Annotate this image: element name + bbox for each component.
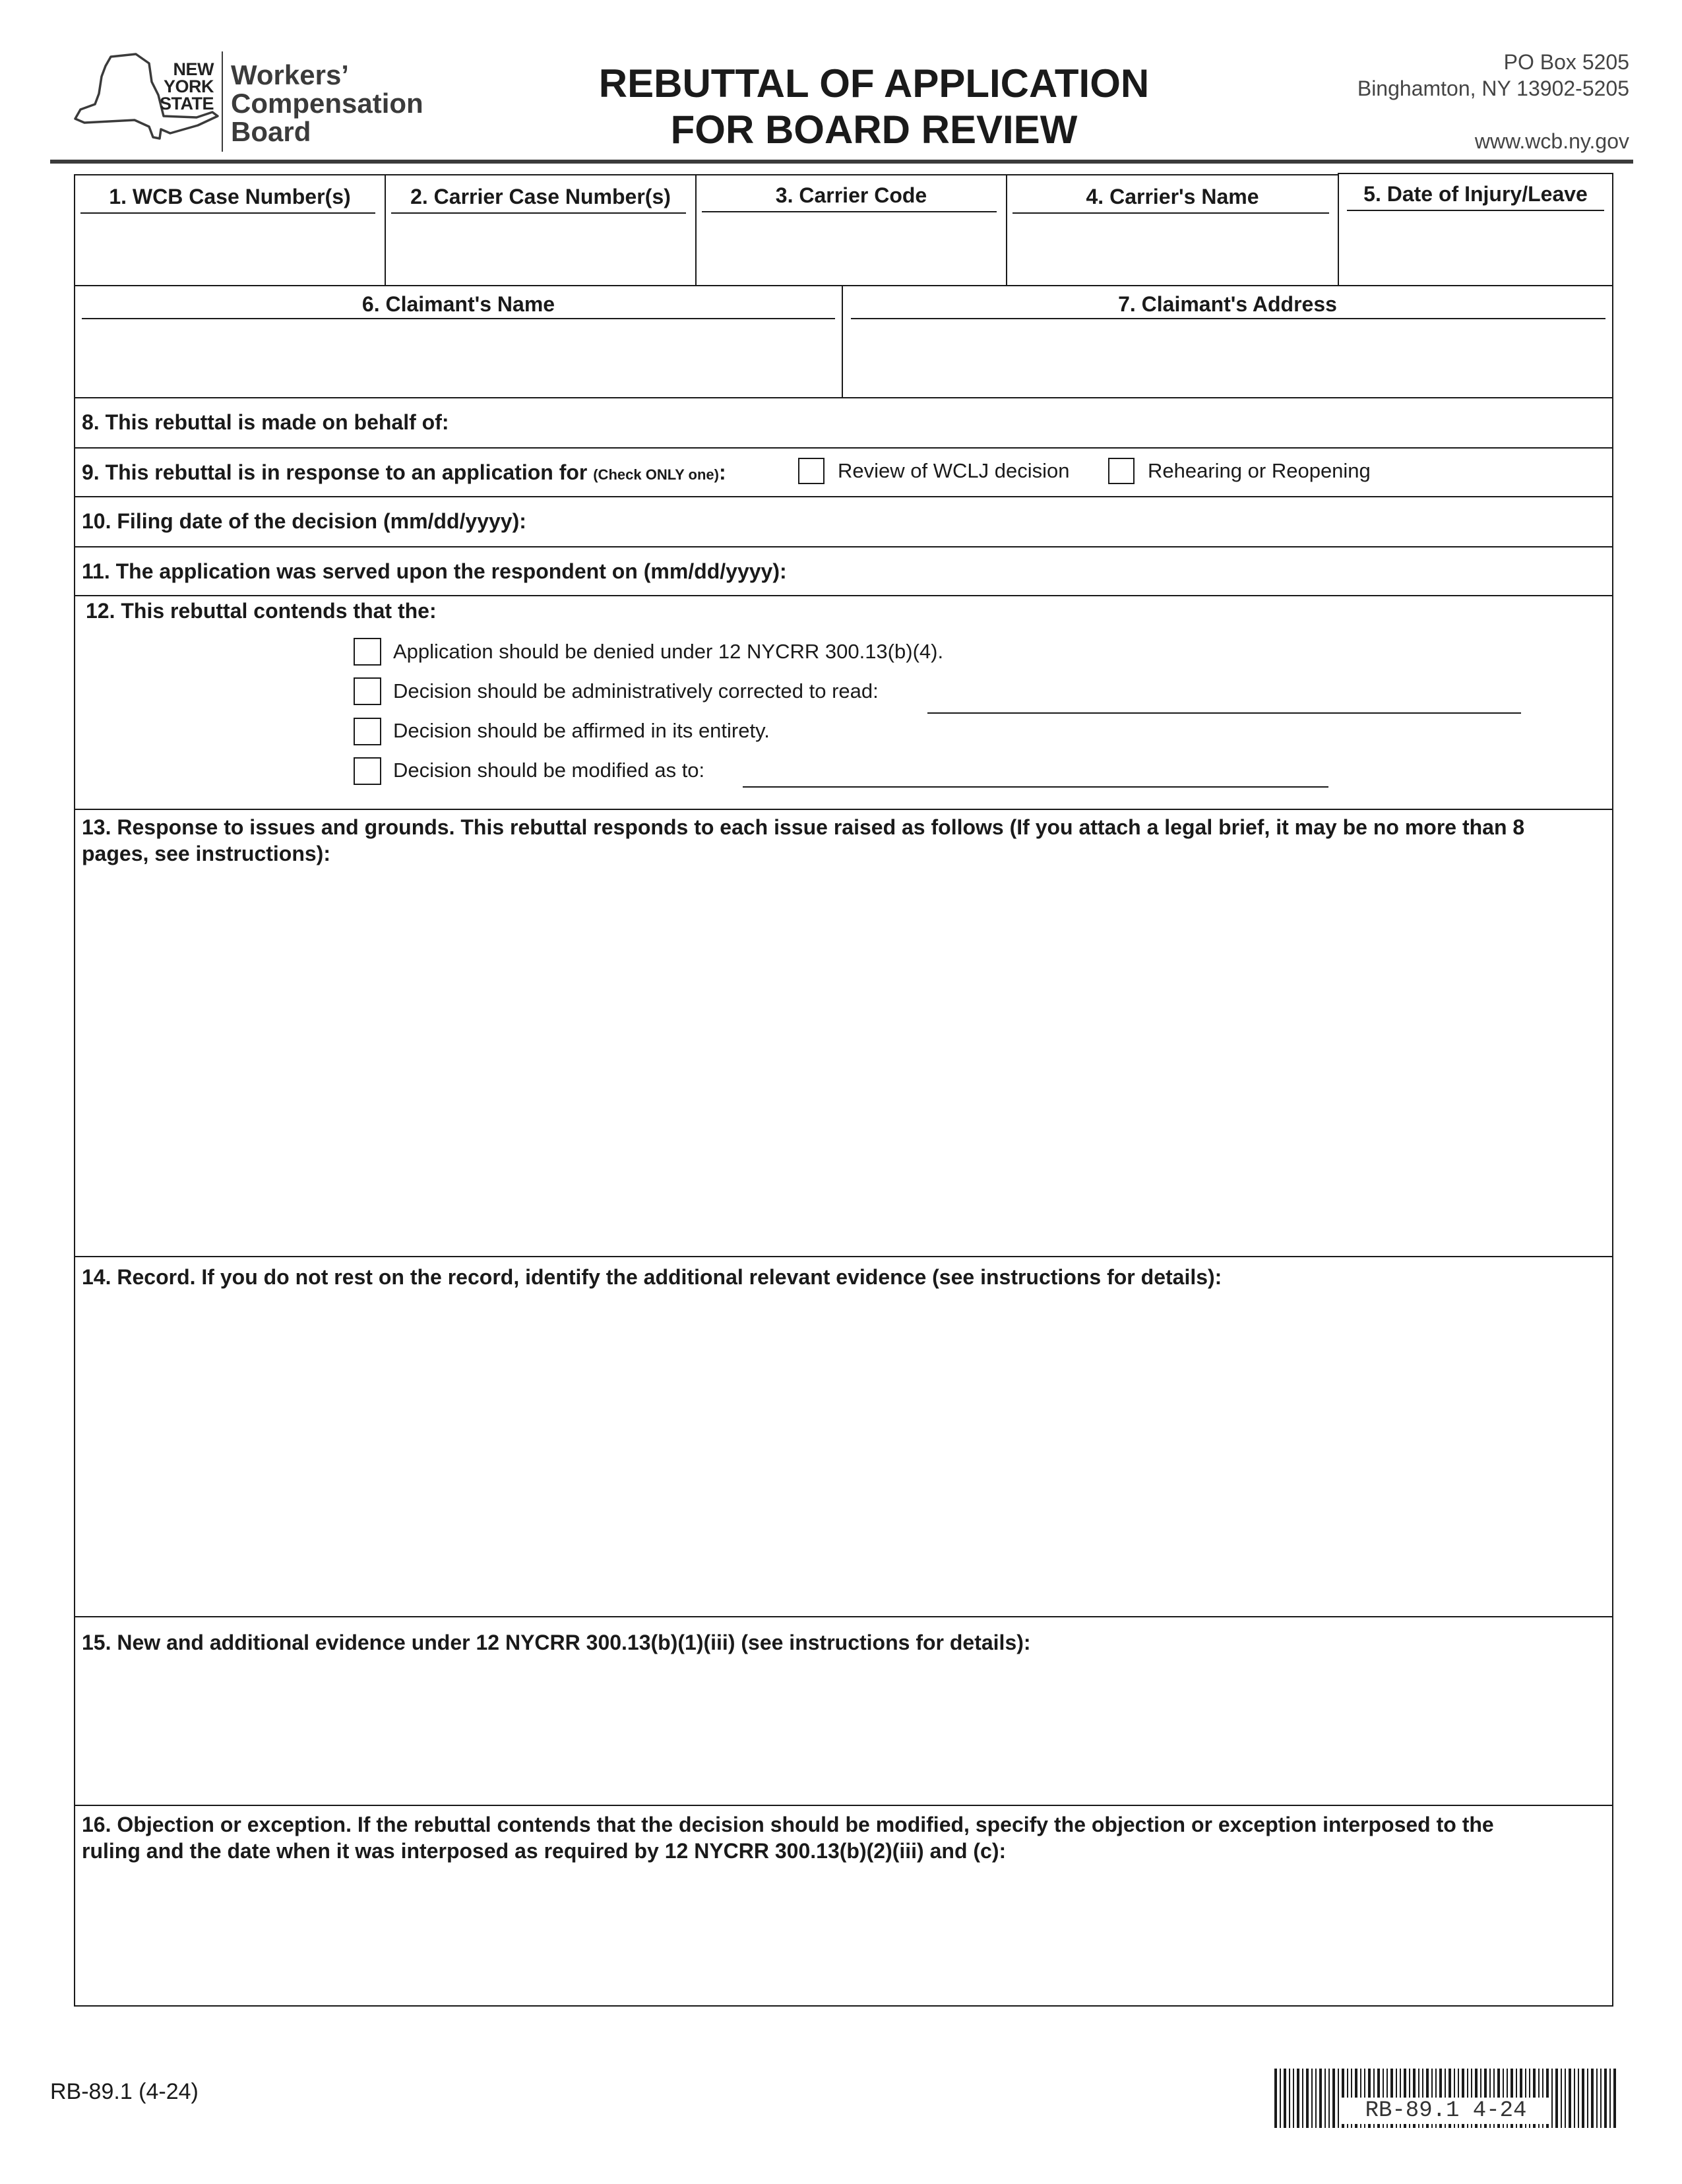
q8-label: 8. This rebuttal is made on behalf of: [82,410,449,434]
carrier-code-input[interactable] [699,216,1003,282]
claimant-address-input[interactable] [846,322,1609,394]
form-title-line1: REBUTTAL OF APPLICATION [598,61,1150,106]
date-of-injury-input[interactable] [1342,215,1609,282]
q16-label-line1: 16. Objection or exception. If the rebuttal contends that the decision should be modified, specify the objection or exception interposed to the [82,1813,1494,1836]
carrier-case-underline [391,212,686,214]
rehearing-reopening-checkbox[interactable] [1108,458,1135,484]
claimant-address-label: 7. Claimant's Address [1118,292,1337,316]
carrier-case-number-input[interactable] [389,216,692,282]
claimant-name-input[interactable] [78,322,839,394]
website-link[interactable]: www.wcb.ny.gov [1474,129,1629,153]
q11-label: 11. The application was served upon the respondent on (mm/dd/yyyy): [82,559,787,583]
form-id: RB-89.1 (4-24) [50,2079,199,2104]
behalf-of-input[interactable] [501,401,1609,445]
claimant-name-label: 6. Claimant's Name [361,292,555,316]
ny-logo-state: STATE [160,94,214,113]
q15-label: 15. New and additional evidence under 12 NYCRR 300.13(b)(1)(iii) (see instructions for details): [82,1631,1031,1654]
wcb-case-number-input[interactable] [78,216,381,282]
modified-as-to-line[interactable] [743,786,1328,788]
header-rule [50,160,1633,164]
address-line2: Binghamton, NY 13902-5205 [1357,77,1629,100]
date-of-injury-label: 5. Date of Injury/Leave [1363,182,1588,206]
logo-workers: Workers’ [231,59,349,90]
claimant-name-underline [82,318,835,319]
q9-label-main: 9. This rebuttal is in response to an application for [82,460,588,484]
wcb-case-underline [80,212,375,214]
carrier-name-underline [1012,212,1329,214]
objection-textarea[interactable] [78,1868,1609,2003]
q16-label-line2: ruling and the date when it was interposed as required by 12 NYCRR 300.13(b)(2)(iii) and (c): [82,1839,1007,1863]
address-line1: PO Box 5205 [1503,50,1629,74]
barcode [1274,2069,1617,2128]
administratively-corrected-checkbox[interactable] [354,677,381,705]
q12-label: 12. This rebuttal contends that the: [86,599,437,623]
barcode-label: RB-89.1 4-24 [1340,2098,1551,2124]
logo-compensation: Compensation [231,88,423,119]
carrier-code-label: 3. Carrier Code [775,183,927,207]
modified-label: Decision should be modified as to: [393,759,705,782]
ny-logo-york: YORK [163,77,214,96]
affirmed-checkbox[interactable] [354,718,381,745]
q13-label-line1: 13. Response to issues and grounds. This rebuttal responds to each issue raised as follows (If you attach a legal brief, it may be no more than 8 [82,815,1525,839]
denied-label: Application should be denied under 12 NYCRR 300.13(b)(4). [393,640,944,663]
new-evidence-textarea[interactable] [78,1660,1609,1802]
ny-logo-new: NEW [173,59,214,79]
record-evidence-textarea[interactable] [78,1294,1609,1613]
logo-board: Board [231,116,311,147]
filing-date-input[interactable] [554,500,1609,544]
q9-label [82,460,726,485]
served-date-input[interactable] [825,550,1609,592]
carrier-name-input[interactable] [1010,216,1334,282]
claimant-address-underline [851,318,1605,319]
q10-label: 10. Filing date of the decision (mm/dd/yyyy): [82,509,526,533]
denied-checkbox[interactable] [354,638,381,666]
rehearing-reopening-label: Rehearing or Reopening [1148,459,1371,482]
administratively-corrected-label: Decision should be administratively corrected to read: [393,679,879,702]
response-to-issues-textarea[interactable] [78,871,1609,1253]
q14-label: 14. Record. If you do not rest on the record, identify the additional relevant evidence (see instructions for details): [82,1265,1222,1289]
modified-checkbox[interactable] [354,757,381,785]
logo-divider [222,51,223,152]
form-title-line2: FOR BOARD REVIEW [670,108,1078,152]
wcb-case-number-label: 1. WCB Case Number(s) [109,185,351,208]
q9-label-small: (Check ONLY one) [593,466,719,483]
affirmed-label: Decision should be affirmed in its entirety. [393,719,770,742]
carrier-code-underline [702,211,997,212]
carrier-case-number-label: 2. Carrier Case Number(s) [410,185,671,208]
q13-label-line2: pages, see instructions): [82,842,330,865]
corrected-to-read-line[interactable] [927,712,1521,714]
q9-label-colon: : [718,460,726,484]
review-wclj-label: Review of WCLJ decision [838,459,1070,482]
review-wclj-checkbox[interactable] [798,458,825,484]
carrier-name-label: 4. Carrier's Name [1086,185,1259,208]
date-of-injury-underline [1347,210,1604,211]
